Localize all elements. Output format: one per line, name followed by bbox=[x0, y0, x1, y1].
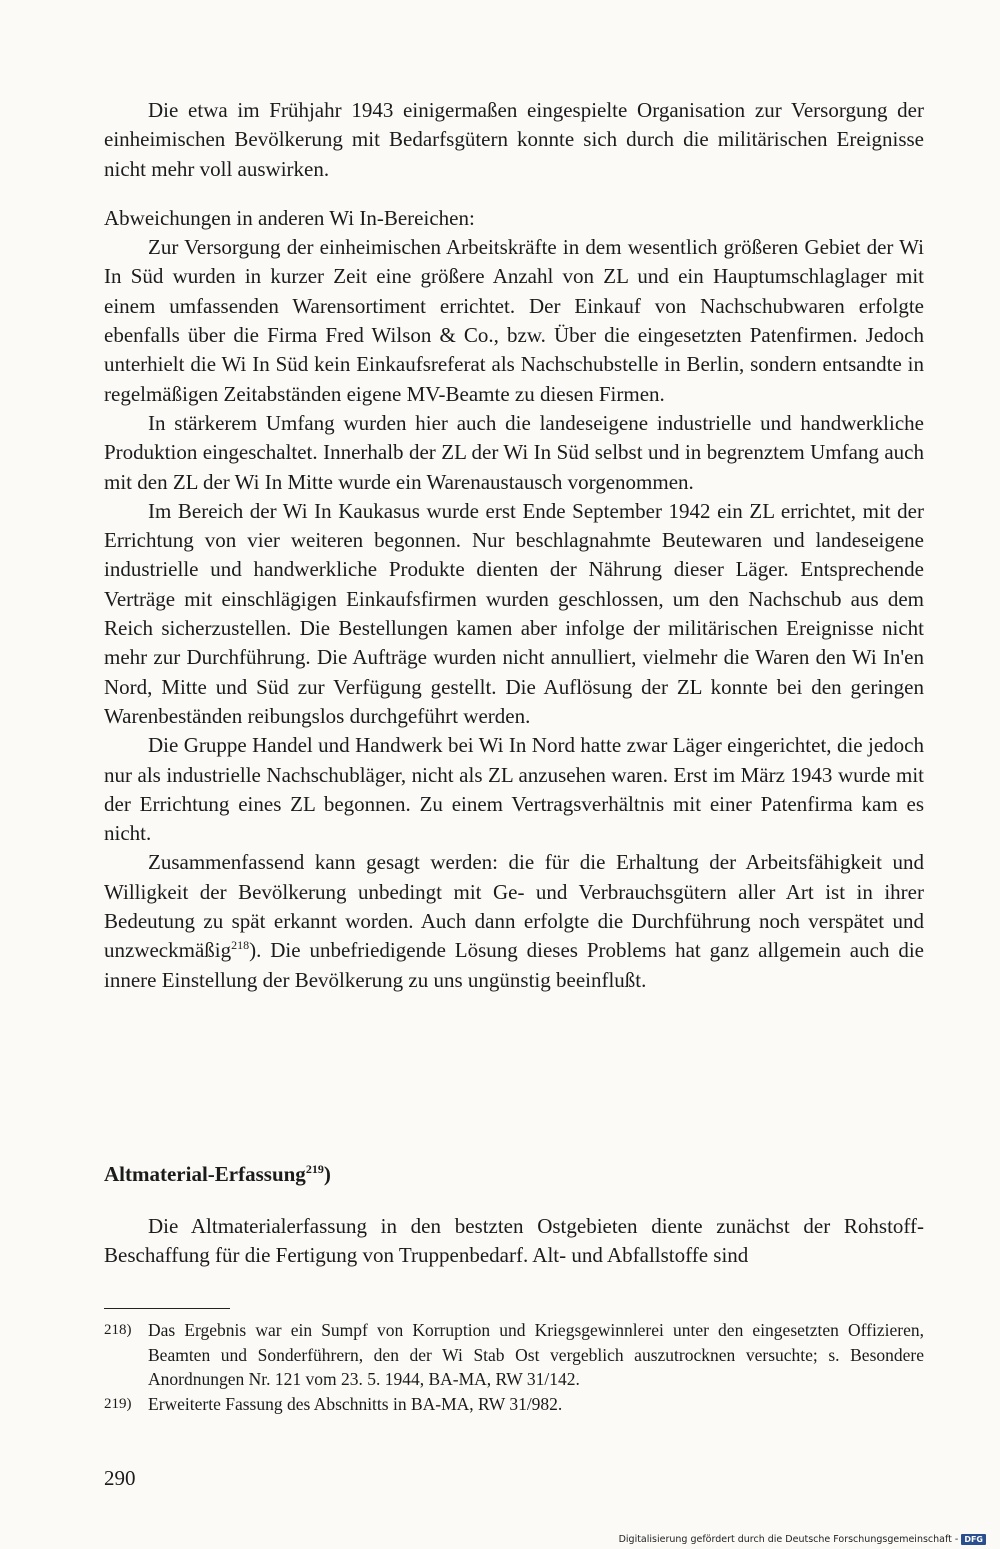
dfg-logo-icon: DFG bbox=[961, 1534, 986, 1545]
footnote-text: Das Ergebnis war ein Sumpf von Korruption und Kriegsgewinnlerei unter den eingesetzten Offizieren, Beamten und Sonderführern, den der Wi Stab Ost vergeblich auszutrocknen versuchte; s. Besondere Anordnungen Nr. 121 vom 23. 5. 1944, BA-MA, RW 31/142. bbox=[148, 1320, 924, 1389]
section-title-suffix: ) bbox=[323, 1162, 331, 1186]
paragraph: In stärkerem Umfang wurden hier auch die landeseigene industrielle und handwerkliche Produktion eingeschaltet. Innerhalb der ZL der Wi In Süd selbst und in begrenztem Umfang auch mit den ZL der Wi In Mitte wurde ein Warenaustausch vorgenommen. bbox=[104, 410, 924, 494]
section-paragraph: Die Altmaterialerfassung in den bestzten Ostgebieten diente zunächst der Rohstoff-Beschaffung für die Fertigung von Truppenbedarf. Alt- und Abfallstoffe sind bbox=[104, 1214, 924, 1268]
section-title: Altmaterial-Erfassung bbox=[104, 1162, 306, 1186]
summary-text-end: ). Die unbefriedigende Lösung dieses Problems hat ganz allgemein auch die innere Einstellung der Bevölkerung zu uns ungünstig beeinflußt. bbox=[104, 938, 924, 992]
summary-paragraph bbox=[104, 848, 924, 994]
footnote-number: 219) bbox=[104, 1395, 132, 1412]
summary-text: Zusammenfassend kann gesagt werden: die für die Erhaltung der Arbeitsfähigkeit und Willigkeit der Bevölkerung unbedingt mit Ge- und Verbrauchsgütern aller Art ist in ihrer Bedeutung zu spät erkannt worden. Auch dann erfolgte die Durchführung noch verspätet und unzweckmäßig bbox=[104, 850, 924, 963]
footnote-218 bbox=[104, 1318, 924, 1392]
footnote-ref-219[interactable]: 219 bbox=[305, 1162, 324, 1176]
paragraph: Zur Versorgung der einheimischen Arbeitskräfte in dem wesentlich größeren Gebiet der Wi In Süd wurden in kurzer Zeit eine größere Anzahl von ZL und ein Hauptumschlaglager mit einem umfassenden Warensortiment errichtet. Der Einkauf von Nachschubwaren erfolgte ebenfalls über die Firma Fred Wilson & Co., bzw. Über die eingesetzten Patenfirmen. Jedoch unterhielt die Wi In Süd kein Einkaufsreferat als Nachschubstelle in Berlin, sondern entsandte in regelmäßigen Zeitabständen eigene MV-Beamte zu diesen Firmen. bbox=[104, 235, 924, 406]
page-number: 290 bbox=[104, 1466, 136, 1490]
footnote-219 bbox=[104, 1392, 924, 1417]
digitization-notice bbox=[619, 1534, 986, 1545]
digitization-text: Digitalisierung gefördert durch die Deutsche Forschungsgemeinschaft - bbox=[618, 1534, 959, 1545]
section-heading bbox=[104, 1160, 924, 1189]
paragraph: Im Bereich der Wi In Kaukasus wurde erst Ende September 1942 ein ZL errichtet, mit der Errichtung von vier weiteren begonnen. Nur beschlagnahmte Beutewaren und landeseigene industrielle und handwerkliche Produkte dienten der Nährung dieser Läger. Entsprechende Verträge mit einschlägigen Einkaufsfirmen wurden geschlossen, um den Nachschub aus dem Reich sicherzustellen. Die Bestellungen kamen aber infolge der militärischen Ereignisse nicht mehr zur Durchführung. Die Aufträge wurden nicht annulliert, vielmehr die Waren den Wi In'en Nord, Mitte und Süd zur Verfügung gestellt. Die Auflösung der ZL konnte bei den geringen Warenbeständen reibungslos durchgeführt werden. bbox=[104, 498, 924, 728]
footnotes bbox=[104, 1318, 924, 1416]
footnote-ref-218[interactable]: 218 bbox=[231, 938, 250, 953]
main-text bbox=[104, 96, 924, 995]
footnote-text: Erweiterte Fassung des Abschnitts in BA-MA, RW 31/982. bbox=[148, 1393, 563, 1414]
footnote-number: 218) bbox=[104, 1322, 132, 1338]
paragraph: Die etwa im Frühjahr 1943 einigermaßen eingespielte Organisation zur Versorgung der einheimischen Bevölkerung mit Bedarfsgütern konnte sich durch die militärischen Ereignisse nicht mehr voll auswirken. bbox=[104, 98, 924, 181]
subheading-abweichungen: Abweichungen in anderen Wi In-Bereichen: bbox=[104, 205, 475, 230]
paragraph: Die Gruppe Handel und Handwerk bei Wi In Nord hatte zwar Läger eingerichtet, die jedoch nur als industrielle Nachschubläger, nicht als ZL anzusehen waren. Erst im März 1943 wurde mit der Errichtung eines ZL begonnen. Zu einem Vertragsverhältnis mit einer Patenfirma kam es nicht. bbox=[104, 733, 924, 846]
footnote-divider bbox=[104, 1308, 230, 1309]
paragraph-gap bbox=[104, 184, 924, 204]
